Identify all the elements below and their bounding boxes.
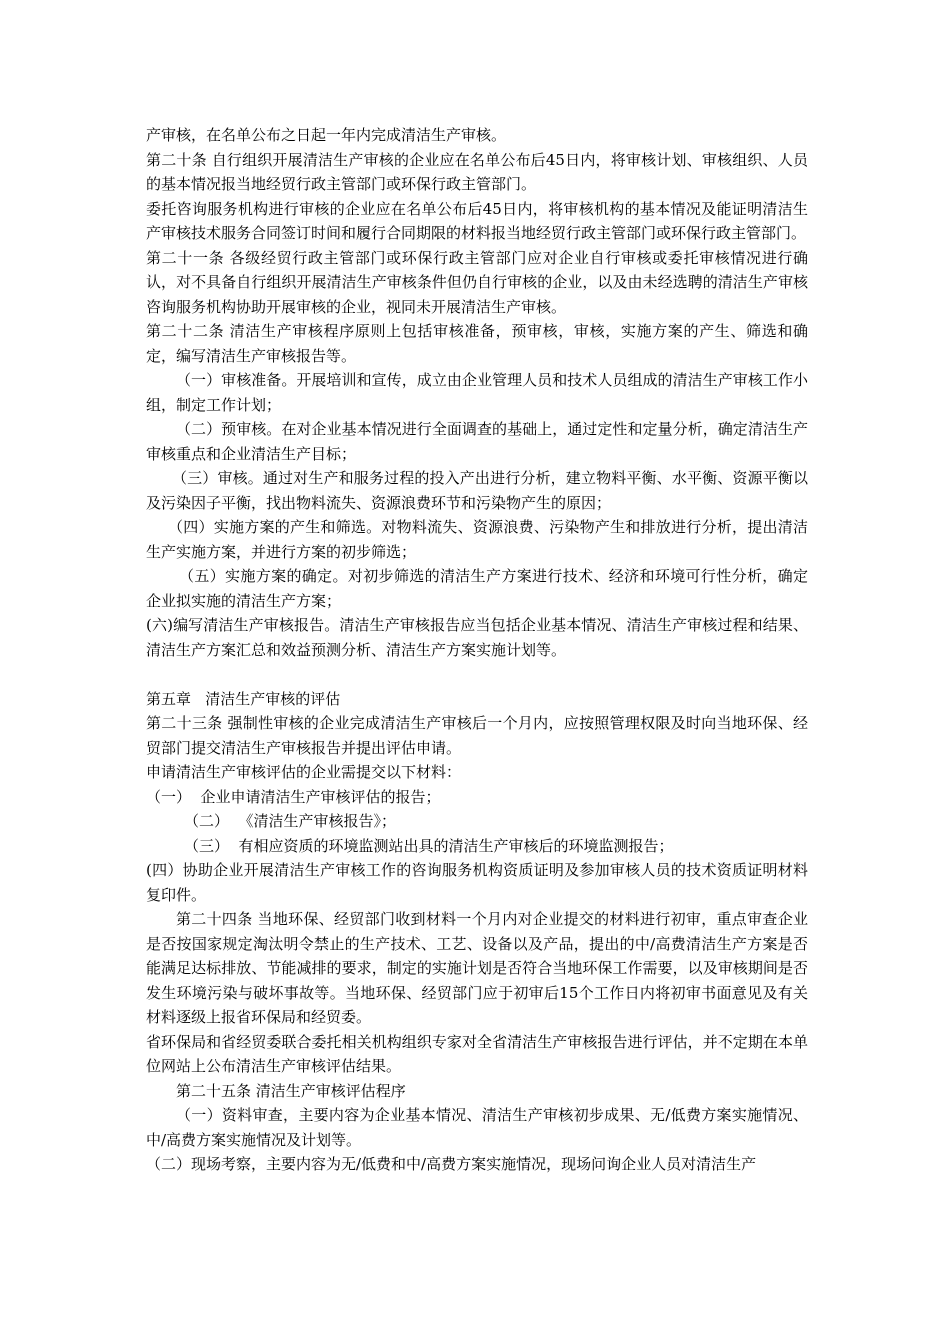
article-20-entrusted: 委托咨询服务机构进行审核的企业应在名单公布后45日内，将审核机构的基本情况及能证明清洁生产审核技术服务合同签订时间和履行合同期限的材料报当地经贸行政主管部门或环保行政主管部门。 bbox=[146, 199, 808, 242]
blank-line bbox=[146, 662, 808, 687]
article-22-item-5: （五）实施方案的确定。对初步筛选的清洁生产方案进行技术、经济和环境可行性分析，确定企业拟实施的清洁生产方案； bbox=[146, 567, 808, 610]
article-20: 第二十条 自行组织开展清洁生产审核的企业应在名单公布后45日内，将审核计划、审核组织、人员的基本情况报当地经贸行政主管部门或环保行政主管部门。 bbox=[146, 150, 808, 193]
materials-intro: 申请清洁生产审核评估的企业需提交以下材料： bbox=[146, 763, 462, 781]
article-22-item-2: （二）预审核。在对企业基本情况进行全面调查的基础上，通过定性和定量分析，确定清洁生产审核重点和企业清洁生产目标； bbox=[146, 420, 808, 463]
article-22-item-6: (六)编写清洁生产审核报告。清洁生产审核报告应当包括企业基本情况、清洁生产审核过程和结果、清洁生产方案汇总和效益预测分析、清洁生产方案实施计划等。 bbox=[146, 616, 808, 659]
article-25-item-2: （二）现场考察，主要内容为无/低费和中/高费方案实施情况，现场问询企业人员对清洁生产 bbox=[146, 1155, 757, 1173]
materials-item-1: （一） 企业申请清洁生产审核评估的报告； bbox=[146, 787, 441, 806]
chapter-5-heading: 第五章 清洁生产审核的评估 bbox=[146, 689, 341, 708]
materials-item-2: （二） 《清洁生产审核报告》； bbox=[184, 812, 397, 830]
article-24: 第二十四条 当地环保、经贸部门收到材料一个月内对企业提交的材料进行初审，重点审查企业是否按国家规定淘汰明令禁止的生产技术、工艺、设备以及产品，提出的中/高费清洁生产方案是否能满足达标排放、节能减排的要求，制定的实施计划是否符合当地环保工作需要，以及审核期间是否发生环境污染与破坏事故等。当地环保、经贸部门应于初审后15个工作日内将初审书面意见及有关材料逐级上报省环保局和经贸委。 bbox=[146, 910, 808, 1026]
provincial-evaluation: 省环保局和省经贸委联合委托相关机构组织专家对全省清洁生产审核报告进行评估，并不定期在本单位网站上公布清洁生产审核评估结果。 bbox=[146, 1032, 808, 1075]
article-22-item-1: （一）审核准备。开展培训和宣传，成立由企业管理人员和技术人员组成的清洁生产审核工作小组，制定工作计划； bbox=[146, 371, 808, 414]
article-22: 第二十二条 清洁生产审核程序原则上包括审核准备，预审核，审核，实施方案的产生、筛选和确定，编写清洁生产审核报告等。 bbox=[146, 322, 808, 365]
materials-item-3: （三） 有相应资质的环境监测站出具的清洁生产审核后的环境监测报告； bbox=[184, 836, 674, 855]
article-25-item-1: （一）资料审查，主要内容为企业基本情况、清洁生产审核初步成果、无/低费方案实施情况、中/高费方案实施情况及计划等。 bbox=[146, 1106, 808, 1149]
article-22-item-3: （三）审核。通过对生产和服务过程的投入产出进行分析，建立物料平衡、水平衡、资源平衡以及污染因子平衡，找出物料流失、资源浪费环节和污染物产生的原因； bbox=[146, 469, 808, 512]
document-body bbox=[146, 123, 808, 1177]
paragraph-continuation: 产审核，在名单公布之日起一年内完成清洁生产审核。 bbox=[146, 126, 507, 144]
materials-item-4: (四）协助企业开展清洁生产审核工作的咨询服务机构资质证明及参加审核人员的技术资质证明材料复印件。 bbox=[146, 861, 808, 904]
article-22-item-4: （四）实施方案的产生和筛选。对物料流失、资源浪费、污染物产生和排放进行分析，提出清洁生产实施方案，并进行方案的初步筛选； bbox=[146, 518, 808, 561]
article-21: 第二十一条 各级经贸行政主管部门或环保行政主管部门应对企业自行审核或委托审核情况进行确认，对不具备自行组织开展清洁生产审核条件但仍自行审核的企业，以及由未经选聘的清洁生产审核咨询服务机构协助开展审核的企业，视同未开展清洁生产审核。 bbox=[146, 248, 808, 316]
article-23: 第二十三条 强制性审核的企业完成清洁生产审核后一个月内，应按照管理权限及时向当地环保、经贸部门提交清洁生产审核报告并提出评估申请。 bbox=[146, 714, 808, 757]
article-25: 第二十五条 清洁生产审核评估程序 bbox=[176, 1081, 406, 1100]
